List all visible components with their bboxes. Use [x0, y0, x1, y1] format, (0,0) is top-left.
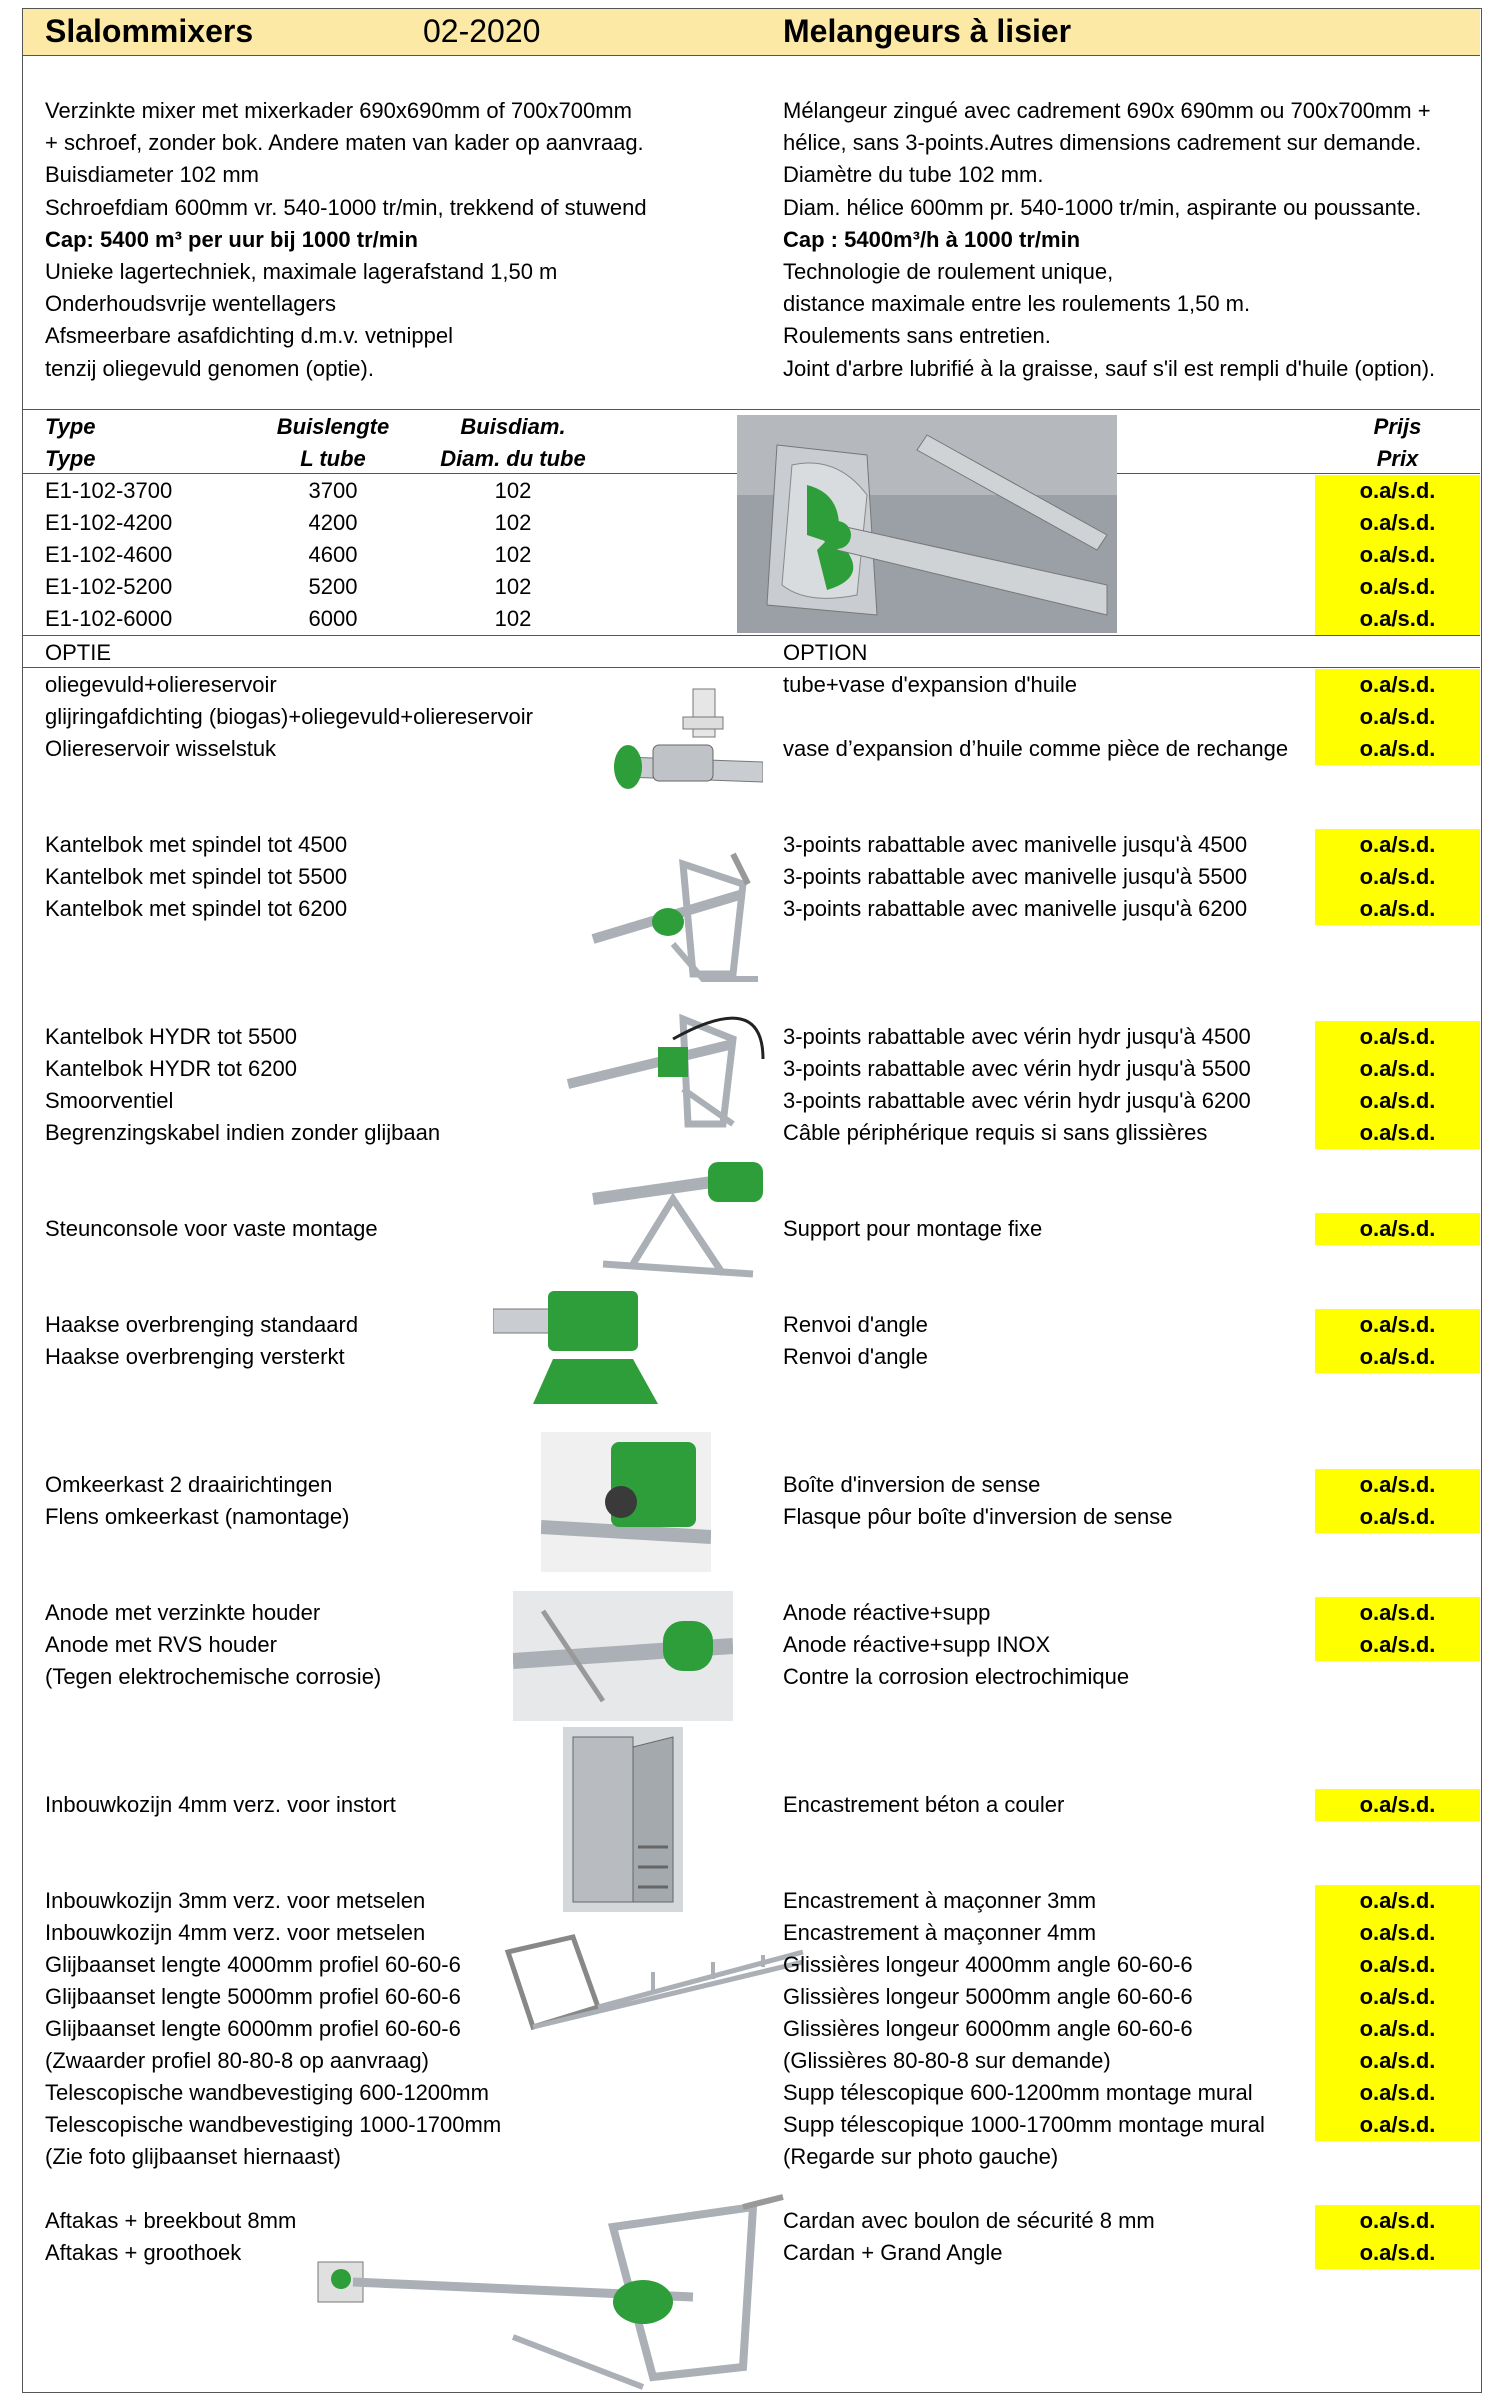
divider: [23, 635, 1480, 636]
col-price-fr: Prix: [1376, 446, 1419, 471]
price-cell: o.a/s.d.: [1315, 1597, 1480, 1629]
table-cell-length: 4200: [308, 510, 358, 535]
price-cell: o.a/s.d.: [1315, 1053, 1480, 1085]
col-diam-nl: Buisdiam.: [460, 414, 566, 439]
description-line-nl: tenzij oliegevuld genomen (optie).: [45, 355, 374, 381]
option-label-nl: Anode met RVS houder: [45, 1632, 277, 1657]
description-line-nl: Buisdiameter 102 mm: [45, 162, 259, 188]
description-line-fr: Joint d'arbre lubrifié à la graisse, sauf s'il est rempli d'huile (option).: [783, 355, 1436, 381]
col-type-fr: Type: [45, 446, 96, 471]
option-label-fr: Flasque pôur boîte d'inversion de sense: [783, 1504, 1173, 1529]
description-line-nl: Schroefdiam 600mm vr. 540-1000 tr/min, trekkend of stuwend: [45, 194, 647, 220]
price-cell: o.a/s.d.: [1315, 1021, 1480, 1053]
price-cell: o.a/s.d.: [1315, 701, 1480, 733]
price-cell: o.a/s.d.: [1315, 1789, 1480, 1821]
option-label-fr: Renvoi d'angle: [783, 1344, 928, 1369]
price-cell: o.a/s.d.: [1315, 829, 1480, 861]
option-label-nl: oliegevuld+oliereservoir: [45, 672, 277, 697]
option-label-nl: Flens omkeerkast (namontage): [45, 1504, 350, 1529]
option-label-nl: glijringafdichting (biogas)+oliegevuld+oliereservoir: [45, 704, 533, 729]
option-label-fr: vase d’expansion d’huile comme pièce de rechange: [783, 736, 1289, 761]
option-label-nl: Glijbaanset lengte 6000mm profiel 60-60-6: [45, 2016, 461, 2041]
option-label-nl: (Zie foto glijbaanset hiernaast): [45, 2144, 341, 2169]
angle-gear-photo: [493, 1279, 708, 1409]
description-line-nl: Onderhoudsvrije wentellagers: [45, 291, 337, 317]
price-cell: o.a/s.d.: [1315, 507, 1480, 539]
divider: [23, 667, 1480, 668]
price-cell: o.a/s.d.: [1315, 571, 1480, 603]
option-label-fr: (Glissières 80-80-8 sur demande): [783, 2048, 1111, 2073]
option-label-fr: Glissières longeur 5000mm angle 60-60-6: [783, 1984, 1193, 2009]
anode-photo: [513, 1591, 733, 1721]
option-label-fr: Anode réactive+supp: [783, 1600, 991, 1625]
option-label-nl: Glijbaanset lengte 5000mm profiel 60-60-6: [45, 1984, 461, 2009]
option-label-fr: Supp télescopique 600-1200mm montage mural: [783, 2080, 1253, 2105]
table-cell-diam: 102: [494, 510, 532, 535]
description-line-fr: Cap : 5400m³/h à 1000 tr/min: [783, 226, 1081, 252]
table-cell-type: E1-102-3700: [45, 478, 173, 503]
description-line-nl: Verzinkte mixer met mixerkader 690x690mm of 700x700mm: [45, 98, 632, 123]
table-cell-diam: 102: [494, 606, 532, 631]
col-type-nl: Type: [45, 414, 96, 439]
option-label-nl: Smoorventiel: [45, 1088, 174, 1113]
option-label-fr: Cardan + Grand Angle: [783, 2240, 1003, 2265]
description-line-fr: hélice, sans 3-points.Autres dimensions cadrement sur demande.: [783, 130, 1422, 156]
option-label-nl: Steunconsole voor vaste montage: [45, 1216, 378, 1241]
price-cell: o.a/s.d.: [1315, 1949, 1480, 1981]
price-cell: o.a/s.d.: [1315, 893, 1480, 925]
price-cell: o.a/s.d.: [1315, 1469, 1480, 1501]
col-price-nl: Prijs: [1373, 414, 1422, 439]
description-line-fr: Roulements sans entretien.: [783, 323, 1051, 349]
option-label-fr: Boîte d'inversion de sense: [783, 1472, 1041, 1497]
oil-reservoir-photo: [613, 677, 763, 807]
price-cell: o.a/s.d.: [1315, 1629, 1480, 1661]
option-label-fr: 3-points rabattable avec manivelle jusqu'à 6200: [783, 896, 1248, 921]
description-line-fr: distance maximale entre les roulements 1,50 m.: [783, 291, 1251, 317]
pto-shaft-photo: [313, 2187, 788, 2392]
option-label-fr: Glissières longeur 6000mm angle 60-60-6: [783, 2016, 1193, 2041]
price-cell: o.a/s.d.: [1315, 1213, 1480, 1245]
title-fr: Melangeurs à lisier: [783, 13, 1072, 49]
option-label-nl: Telescopische wandbevestiging 600-1200mm: [45, 2080, 489, 2105]
mixer-photo: [737, 415, 1117, 633]
price-cell: o.a/s.d.: [1315, 475, 1480, 507]
price-cell: o.a/s.d.: [1315, 1981, 1480, 2013]
option-label-fr: 3-points rabattable avec vérin hydr jusqu'à 4500: [783, 1024, 1251, 1049]
table-cell-diam: 102: [494, 542, 532, 567]
option-label-fr: Anode réactive+supp INOX: [783, 1632, 1051, 1657]
table-cell-type: E1-102-4200: [45, 510, 173, 535]
description-line-fr: Diamètre du tube 102 mm.: [783, 162, 1044, 188]
col-length-fr: L tube: [300, 446, 366, 471]
document-date: 02-2020: [423, 13, 541, 49]
option-label-nl: Inbouwkozijn 4mm verz. voor metselen: [45, 1920, 426, 1945]
price-cell: o.a/s.d.: [1315, 2013, 1480, 2045]
table-cell-length: 3700: [308, 478, 358, 503]
table-cell-diam: 102: [494, 478, 532, 503]
option-label-nl: Inbouwkozijn 3mm verz. voor metselen: [45, 1888, 426, 1913]
option-label-nl: Anode met verzinkte houder: [45, 1600, 321, 1625]
option-label-nl: Kantelbok met spindel tot 6200: [45, 896, 348, 921]
option-label-fr: Glissières longeur 4000mm angle 60-60-6: [783, 1952, 1193, 1977]
option-label-fr: 3-points rabattable avec vérin hydr jusqu'à 5500: [783, 1056, 1251, 1081]
description-line-nl: Cap: 5400 m³ per uur bij 1000 tr/min: [45, 226, 418, 252]
description-line-fr: Mélangeur zingué avec cadrement 690x 690mm ou 700x700mm +: [783, 98, 1431, 123]
price-cell: o.a/s.d.: [1315, 2077, 1480, 2109]
option-label-nl: Kantelbok met spindel tot 4500: [45, 832, 348, 857]
price-cell: o.a/s.d.: [1315, 2045, 1480, 2077]
support-console-photo: [583, 1154, 773, 1284]
price-cell: o.a/s.d.: [1315, 1341, 1480, 1373]
option-label-nl: Haakse overbrenging standaard: [45, 1312, 359, 1337]
col-length-nl: Buislengte: [276, 414, 390, 439]
table-cell-diam: 102: [494, 574, 532, 599]
price-cell: o.a/s.d.: [1315, 1309, 1480, 1341]
price-cell: o.a/s.d.: [1315, 1917, 1480, 1949]
frame-in-concrete-photo: [563, 1727, 683, 1912]
price-cell: o.a/s.d.: [1315, 1501, 1480, 1533]
option-header-fr: OPTION: [783, 640, 868, 665]
table-cell-length: 4600: [308, 542, 358, 567]
slide-rail-set-photo: [503, 1927, 813, 2039]
price-cell: o.a/s.d.: [1315, 603, 1480, 635]
option-label-fr: Encastrement à maçonner 3mm: [783, 1888, 1097, 1913]
option-label-nl: Aftakas + breekbout 8mm: [45, 2208, 297, 2233]
option-label-nl: Kantelbok HYDR tot 6200: [45, 1056, 297, 1081]
option-label-nl: Kantelbok met spindel tot 5500: [45, 864, 348, 889]
price-cell: o.a/s.d.: [1315, 2237, 1480, 2269]
price-cell: o.a/s.d.: [1315, 539, 1480, 571]
option-label-fr: Supp télescopique 1000-1700mm montage mural: [783, 2112, 1265, 2137]
option-label-nl: Begrenzingskabel indien zonder glijbaan: [45, 1120, 441, 1145]
option-label-fr: Renvoi d'angle: [783, 1312, 928, 1337]
price-cell: o.a/s.d.: [1315, 733, 1480, 765]
tilt-frame-spindle-photo: [583, 844, 783, 984]
price-cell: o.a/s.d.: [1315, 1117, 1480, 1149]
option-label-fr: 3-points rabattable avec manivelle jusqu'à 4500: [783, 832, 1248, 857]
option-label-nl: (Zwaarder profiel 80-80-8 op aanvraag): [45, 2048, 429, 2073]
description-line-nl: Unieke lagertechniek, maximale lagerafstand 1,50 m: [45, 259, 558, 284]
divider: [23, 409, 1480, 410]
table-cell-length: 6000: [308, 606, 358, 631]
table-cell-length: 5200: [308, 574, 358, 599]
option-label-fr: Câble périphérique requis si sans glissières: [783, 1120, 1208, 1145]
option-label-nl: Haakse overbrenging versterkt: [45, 1344, 345, 1369]
option-header-nl: OPTIE: [45, 640, 112, 665]
table-cell-type: E1-102-4600: [45, 542, 173, 567]
option-label-fr: 3-points rabattable avec vérin hydr jusqu'à 6200: [783, 1088, 1251, 1113]
table-cell-type: E1-102-6000: [45, 606, 173, 631]
price-cell: o.a/s.d.: [1315, 2109, 1480, 2141]
price-cell: o.a/s.d.: [1315, 2205, 1480, 2237]
title-nl: Slalommixers: [45, 13, 254, 49]
option-label-fr: tube+vase d'expansion d'huile: [783, 672, 1078, 697]
option-label-fr: Cardan avec boulon de sécurité 8 mm: [783, 2208, 1155, 2233]
tilt-frame-hydraulic-photo: [563, 999, 773, 1134]
option-label-nl: (Tegen elektrochemische corrosie): [45, 1664, 382, 1689]
description-line-nl: Afsmeerbare asafdichting d.m.v. vetnippel: [45, 323, 454, 349]
description-line-fr: Technologie de roulement unique,: [783, 259, 1114, 284]
price-cell: o.a/s.d.: [1315, 861, 1480, 893]
price-cell: o.a/s.d.: [1315, 1085, 1480, 1117]
option-label-fr: Encastrement à maçonner 4mm: [783, 1920, 1097, 1945]
price-sheet: [22, 8, 1482, 2393]
description-line-fr: Diam. hélice 600mm pr. 540-1000 tr/min, aspirante ou poussante.: [783, 194, 1422, 220]
option-label-nl: Omkeerkast 2 draairichtingen: [45, 1472, 333, 1497]
table-cell-type: E1-102-5200: [45, 574, 173, 599]
option-label-fr: Encastrement béton a couler: [783, 1792, 1065, 1817]
option-label-fr: Support pour montage fixe: [783, 1216, 1043, 1241]
option-label-fr: Contre la corrosion electrochimique: [783, 1664, 1130, 1689]
option-label-fr: 3-points rabattable avec manivelle jusqu'à 5500: [783, 864, 1248, 889]
price-cell: o.a/s.d.: [1315, 1885, 1480, 1917]
option-label-nl: Aftakas + groothoek: [45, 2240, 242, 2265]
option-label-nl: Inbouwkozijn 4mm verz. voor instort: [45, 1792, 396, 1817]
option-label-nl: Telescopische wandbevestiging 1000-1700mm: [45, 2112, 502, 2137]
description-line-nl: + schroef, zonder bok. Andere maten van kader op aanvraag.: [45, 130, 644, 156]
option-label-fr: (Regarde sur photo gauche): [783, 2144, 1059, 2169]
option-label-nl: Kantelbok HYDR tot 5500: [45, 1024, 297, 1049]
option-label-nl: Glijbaanset lengte 4000mm profiel 60-60-6: [45, 1952, 461, 1977]
reversing-box-photo: [541, 1432, 711, 1572]
price-cell: o.a/s.d.: [1315, 669, 1480, 701]
option-label-nl: Oliereservoir wisselstuk: [45, 736, 277, 761]
col-diam-fr: Diam. du tube: [440, 446, 586, 471]
